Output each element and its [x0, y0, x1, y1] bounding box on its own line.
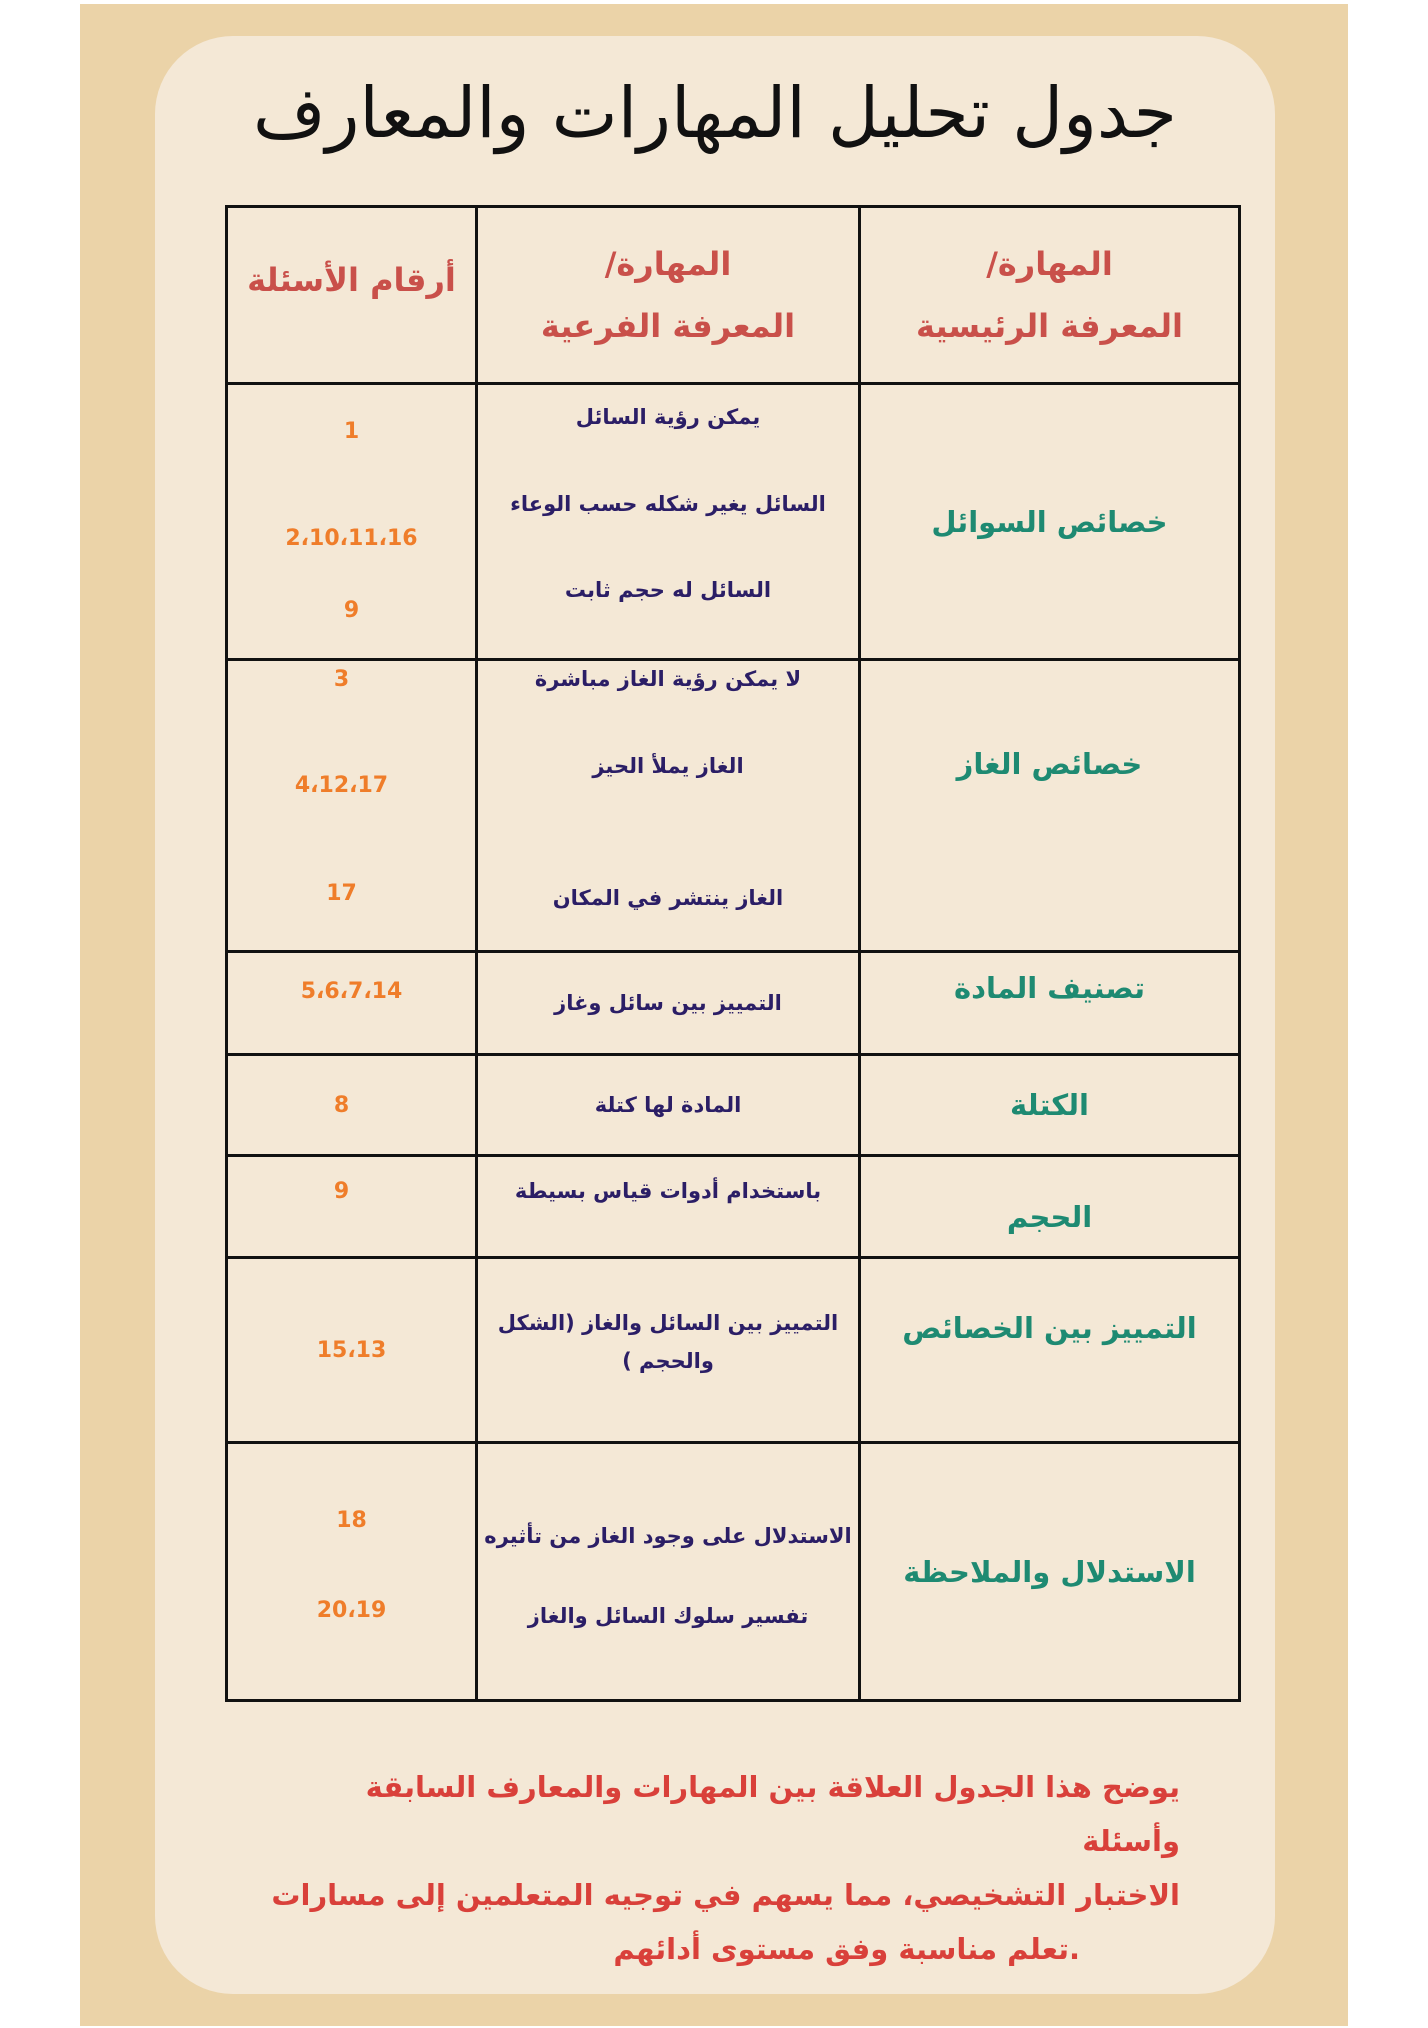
- question-numbers-cell: [227, 384, 477, 660]
- main-skill-cell: الاستدلال والملاحظة: [860, 1443, 1240, 1701]
- sub-skill-cell: التمييز بين سائل وغاز: [477, 952, 860, 1055]
- sub-skill-item: الغاز يملأ الحيز: [592, 754, 744, 778]
- page-title: جدول تحليل المهارات والمعارف: [253, 72, 1177, 154]
- table-row: [227, 384, 1240, 660]
- sub-skill-cell: باستخدام أدوات قياس بسيطة: [477, 1156, 860, 1258]
- footer-line: .تعلم مناسبة وفق مستوى أدائهم: [613, 1932, 1080, 1966]
- question-number: 1: [343, 419, 360, 444]
- sub-skill-item: السائل يغير شكله حسب الوعاء: [510, 492, 826, 516]
- question-numbers-cell: [227, 1443, 477, 1701]
- header-main-skill-line1: المهارة/: [986, 245, 1113, 283]
- question-number: 2،10،11،16: [285, 526, 418, 551]
- main-skill-cell: خصائص الغاز: [860, 660, 1240, 952]
- sub-skill-item: الاستدلال على وجود الغاز من تأثيره: [484, 1524, 852, 1548]
- table-row: [227, 1055, 1240, 1156]
- header-question-numbers-label: أرقام الأسئلة: [247, 261, 456, 299]
- main-skill-cell: الكتلة: [860, 1055, 1240, 1156]
- sub-skill-item: تفسير سلوك السائل والغاز: [527, 1604, 809, 1628]
- main-skill-cell: تصنيف المادة: [860, 952, 1240, 1055]
- question-numbers-cell: 15،13: [227, 1258, 477, 1443]
- footer-line: يوضح هذا الجدول العلاقة بين المهارات والمعارف السابقة وأسئلة: [365, 1770, 1180, 1858]
- sub-skill-cell: [477, 660, 860, 952]
- sub-skill-item: التمييز بين السائل والغاز (الشكل: [497, 1311, 839, 1335]
- skills-analysis-table: [225, 205, 1241, 1702]
- main-skill-cell: التمييز بين الخصائص: [860, 1258, 1240, 1443]
- header-sub-skill: [477, 207, 860, 384]
- question-number: 4،12،17: [294, 773, 389, 798]
- sub-skill-cell: المادة لها كتلة: [477, 1055, 860, 1156]
- sub-skill-item: السائل له حجم ثابت: [564, 578, 772, 602]
- footer-line: الاختبار التشخيصي، مما يسهم في توجيه المتعلمين إلى مسارات: [271, 1878, 1180, 1912]
- table-row: [227, 1258, 1240, 1443]
- sub-skill-item: يمكن رؤية السائل: [575, 405, 761, 429]
- header-sub-skill-line2: المعرفة الفرعية: [540, 307, 796, 345]
- question-numbers-cell: 9: [227, 1156, 477, 1258]
- question-number: 18: [336, 1508, 367, 1533]
- table-header-row: [227, 207, 1240, 384]
- question-numbers-cell: 8: [227, 1055, 477, 1156]
- main-skill-cell: خصائص السوائل: [860, 384, 1240, 660]
- sub-skill-cell: [477, 1258, 860, 1443]
- header-sub-skill-line1: المهارة/: [604, 245, 732, 283]
- table-row: [227, 1443, 1240, 1701]
- footer-description: [260, 1760, 1180, 1976]
- question-number: 9: [343, 598, 360, 623]
- question-numbers-cell: 5،6،7،14: [227, 952, 477, 1055]
- sub-skill-cell: [477, 1443, 860, 1701]
- question-numbers-cell: [227, 660, 477, 952]
- header-question-numbers: [227, 207, 477, 384]
- question-number: 3: [333, 667, 350, 692]
- table-row: [227, 660, 1240, 952]
- header-main-skill-line2: المعرفة الرئيسية: [916, 307, 1183, 345]
- header-main-skill: [860, 207, 1240, 384]
- question-number: 17: [326, 881, 357, 906]
- sub-skill-item: لا يمكن رؤية الغاز مباشرة: [534, 667, 802, 691]
- sub-skill-item: والحجم ): [622, 1349, 714, 1373]
- sub-skill-item: الغاز ينتشر في المكان: [552, 886, 784, 910]
- table-row: [227, 952, 1240, 1055]
- main-skill-cell: الحجم: [860, 1156, 1240, 1258]
- sub-skill-cell: [477, 384, 860, 660]
- question-number: 20،19: [316, 1598, 387, 1623]
- table-row: [227, 1156, 1240, 1258]
